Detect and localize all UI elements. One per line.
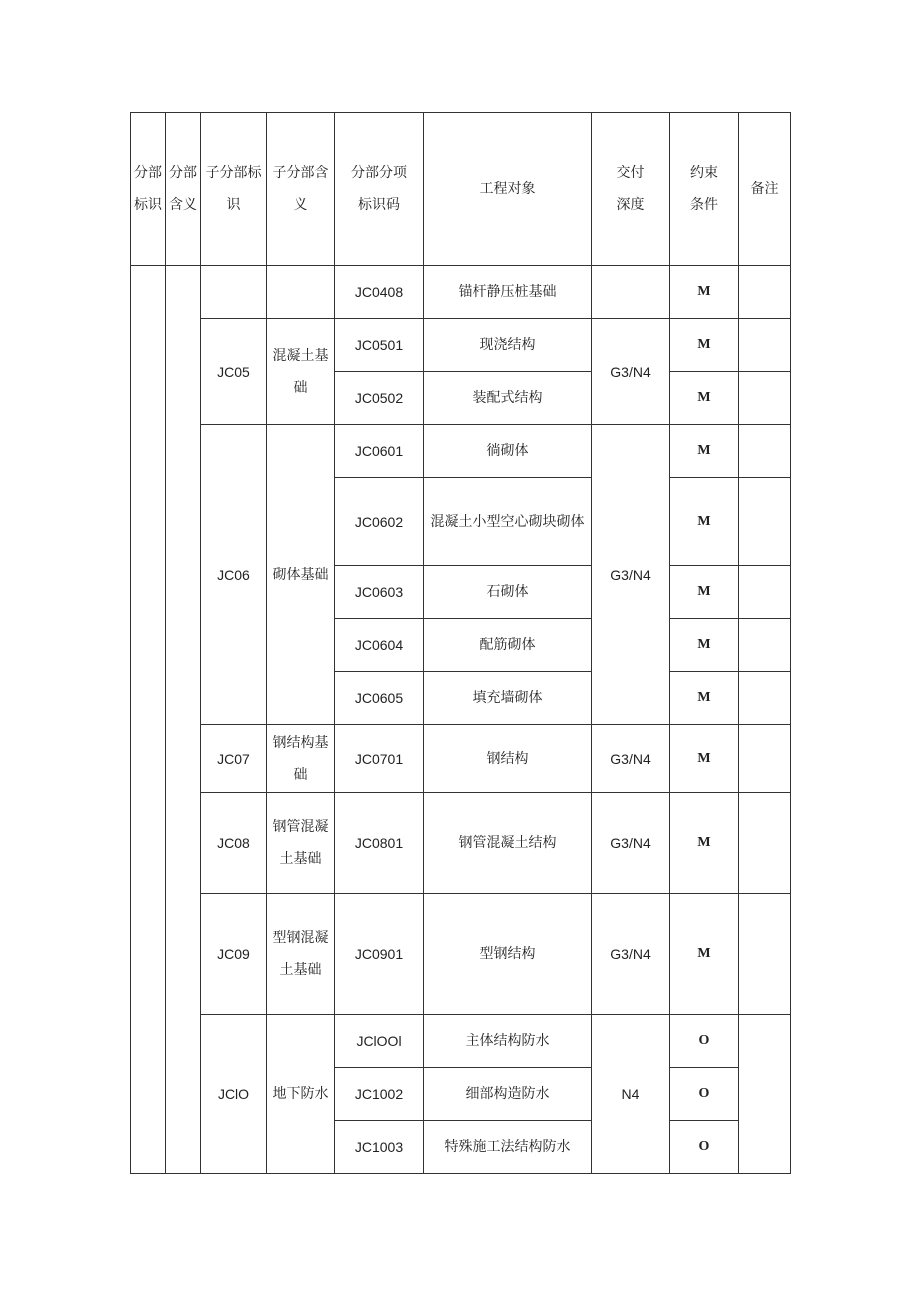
header-constraint: 约束条件 <box>670 113 739 266</box>
division-spec-table <box>130 112 791 1174</box>
remark-cell <box>739 425 791 478</box>
item-code-cell: JC0601 <box>335 425 424 478</box>
constraint-cell: M <box>670 319 739 372</box>
constraint-cell: M <box>670 793 739 894</box>
item-code-cell: JC0408 <box>335 266 424 319</box>
remark-cell <box>739 319 791 372</box>
remark-cell <box>739 566 791 619</box>
object-cell: 型钢结构 <box>424 894 592 1015</box>
header-object: 工程对象 <box>424 113 592 266</box>
division-id-cell <box>131 266 166 1174</box>
depth-cell: G3/N4 <box>592 425 670 725</box>
item-code-cell: JC0901 <box>335 894 424 1015</box>
subdivision-id-cell <box>201 266 267 319</box>
subdivision-id-cell: JC05 <box>201 319 267 425</box>
subdivision-id-cell: JC09 <box>201 894 267 1015</box>
constraint-cell: M <box>670 425 739 478</box>
constraint-cell: O <box>670 1121 739 1174</box>
table-row <box>131 1015 791 1068</box>
remark-cell <box>739 793 791 894</box>
item-code-cell: JClOOl <box>335 1015 424 1068</box>
constraint-cell: M <box>670 672 739 725</box>
remark-cell <box>739 672 791 725</box>
depth-cell <box>592 266 670 319</box>
item-code-cell: JC0603 <box>335 566 424 619</box>
remark-cell <box>739 1015 791 1174</box>
depth-cell: G3/N4 <box>592 793 670 894</box>
constraint-cell: M <box>670 894 739 1015</box>
constraint-cell: M <box>670 266 739 319</box>
remark-cell <box>739 266 791 319</box>
table-row <box>131 425 791 478</box>
object-cell: 锚杆静压桩基础 <box>424 266 592 319</box>
constraint-cell: O <box>670 1068 739 1121</box>
constraint-cell: M <box>670 372 739 425</box>
header-remark: 备注 <box>739 113 791 266</box>
object-cell: 现浇结构 <box>424 319 592 372</box>
table-row <box>131 725 791 793</box>
object-cell: 特殊施工法结构防水 <box>424 1121 592 1174</box>
item-code-cell: JC0502 <box>335 372 424 425</box>
item-code-cell: JC0701 <box>335 725 424 793</box>
item-code-cell: JC0602 <box>335 478 424 566</box>
subdivision-meaning-cell: 钢结构基础 <box>267 725 335 793</box>
constraint-cell: M <box>670 478 739 566</box>
table-row <box>131 894 791 1015</box>
header-division-id: 分部标识 <box>131 113 166 266</box>
subdivision-id-cell: JC06 <box>201 425 267 725</box>
table-row <box>131 793 791 894</box>
object-cell: 钢管混凝土结构 <box>424 793 592 894</box>
header-depth: 交付深度 <box>592 113 670 266</box>
object-cell: 主体结构防水 <box>424 1015 592 1068</box>
subdivision-id-cell: JC07 <box>201 725 267 793</box>
constraint-cell: M <box>670 619 739 672</box>
depth-cell: G3/N4 <box>592 319 670 425</box>
constraint-cell: M <box>670 725 739 793</box>
item-code-cell: JC1003 <box>335 1121 424 1174</box>
subdivision-meaning-cell: 砌体基础 <box>267 425 335 725</box>
depth-cell: G3/N4 <box>592 894 670 1015</box>
remark-cell <box>739 372 791 425</box>
constraint-cell: M <box>670 566 739 619</box>
subdivision-meaning-cell <box>267 266 335 319</box>
object-cell: 细部构造防水 <box>424 1068 592 1121</box>
subdivision-id-cell: JC08 <box>201 793 267 894</box>
object-cell: 装配式结构 <box>424 372 592 425</box>
depth-cell: N4 <box>592 1015 670 1174</box>
object-cell: 徜砌体 <box>424 425 592 478</box>
item-code-cell: JC1002 <box>335 1068 424 1121</box>
remark-cell <box>739 725 791 793</box>
table-row <box>131 319 791 372</box>
item-code-cell: JC0604 <box>335 619 424 672</box>
remark-cell <box>739 619 791 672</box>
object-cell: 石砌体 <box>424 566 592 619</box>
item-code-cell: JC0605 <box>335 672 424 725</box>
subdivision-id-cell: JClO <box>201 1015 267 1174</box>
header-item-code: 分部分项标识码 <box>335 113 424 266</box>
depth-cell: G3/N4 <box>592 725 670 793</box>
object-cell: 钢结构 <box>424 725 592 793</box>
remark-cell <box>739 894 791 1015</box>
object-cell: 填充墙砌体 <box>424 672 592 725</box>
object-cell: 配筋砌体 <box>424 619 592 672</box>
object-cell: 混凝土小型空心砌块砌体 <box>424 478 592 566</box>
remark-cell <box>739 478 791 566</box>
subdivision-meaning-cell: 混凝土基础 <box>267 319 335 425</box>
item-code-cell: JC0801 <box>335 793 424 894</box>
subdivision-meaning-cell: 钢管混凝土基础 <box>267 793 335 894</box>
table-row <box>131 266 791 319</box>
header-subdivision-id: 子分部标识 <box>201 113 267 266</box>
header-row <box>131 113 791 266</box>
subdivision-meaning-cell: 型钢混凝土基础 <box>267 894 335 1015</box>
header-subdivision-meaning: 子分部含义 <box>267 113 335 266</box>
subdivision-meaning-cell: 地下防水 <box>267 1015 335 1174</box>
header-division-meaning: 分部含义 <box>166 113 201 266</box>
division-meaning-cell <box>166 266 201 1174</box>
constraint-cell: O <box>670 1015 739 1068</box>
item-code-cell: JC0501 <box>335 319 424 372</box>
